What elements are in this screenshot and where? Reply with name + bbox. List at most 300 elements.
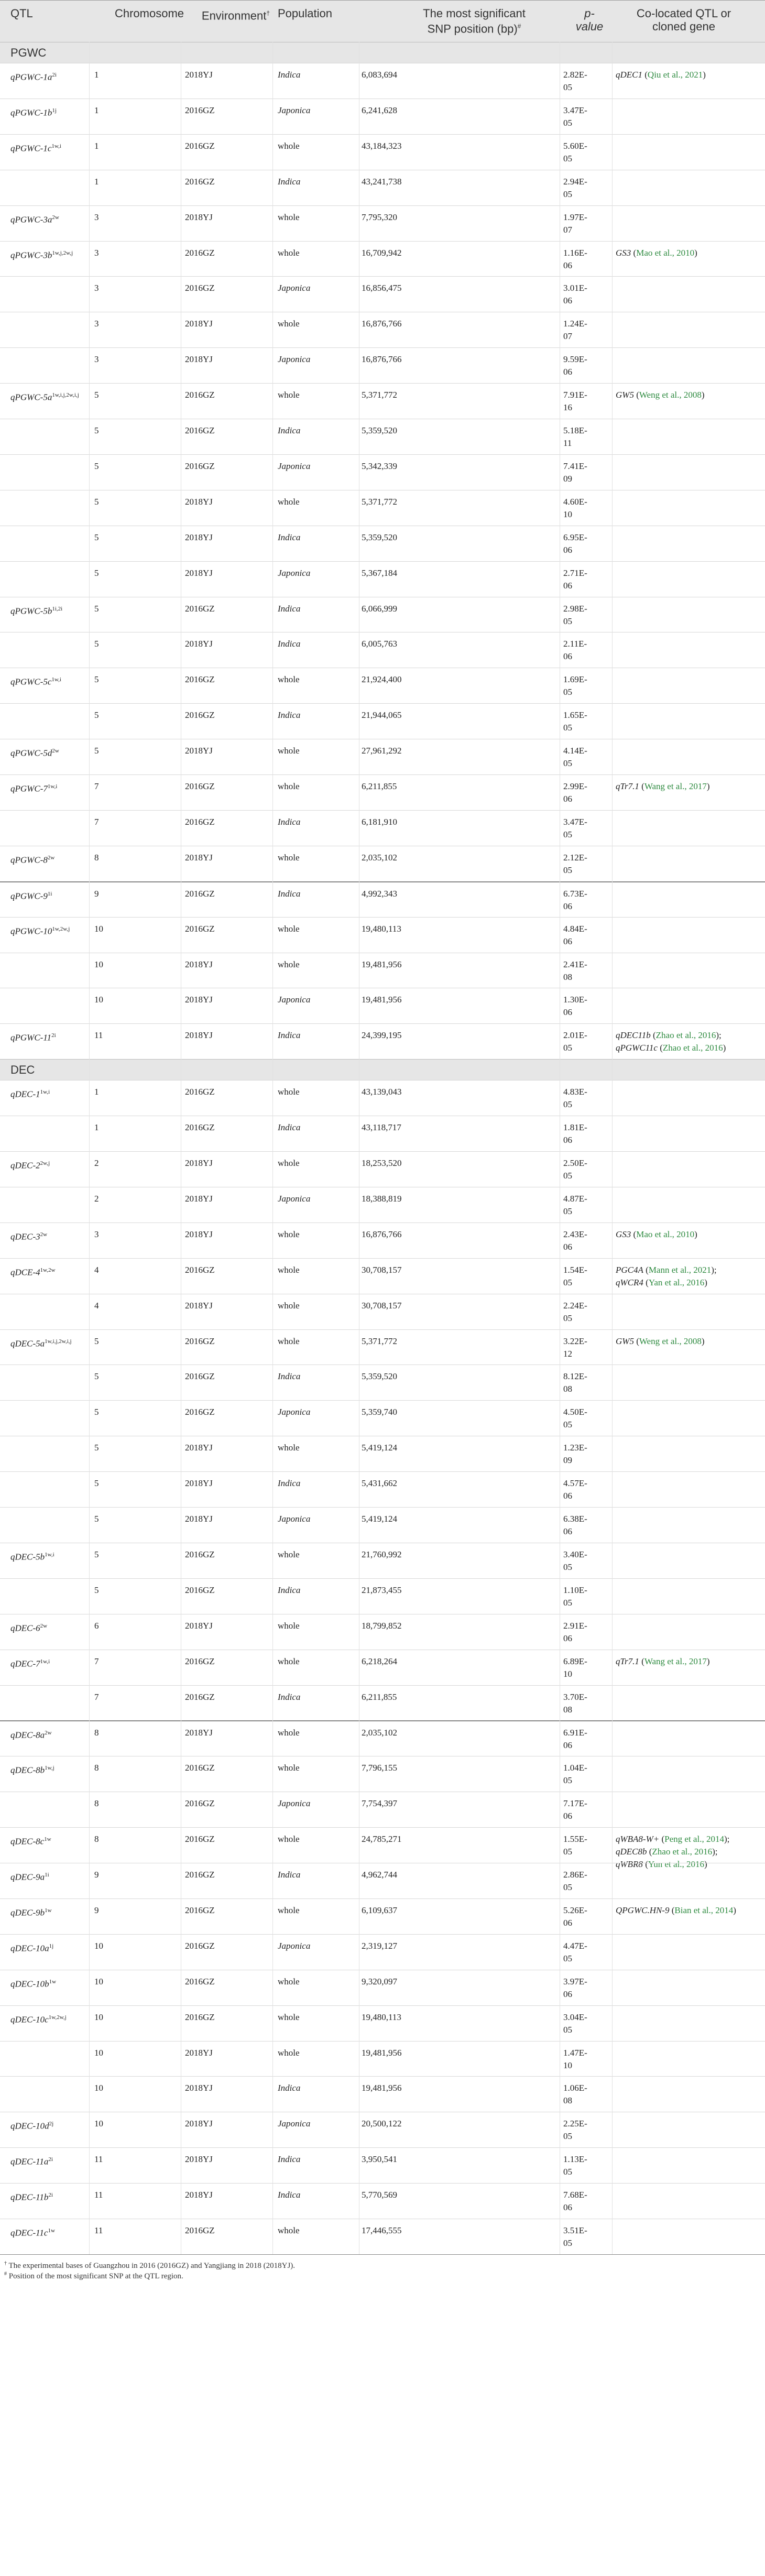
gene-entry: qPGWC11c (Zhao et al., 2016) [616,1043,726,1053]
p-value-line: 2.25E- [563,2119,587,2129]
population-cell: Indica [278,1585,301,1595]
environment-cell: 2016GZ [185,1585,215,1595]
chromosome-cell: 5 [94,674,99,685]
population-cell: whole [278,390,300,400]
snp-position-cell: 6,241,628 [362,105,397,115]
qtl-name [10,1655,89,1671]
table-row [0,1365,765,1401]
citation-link[interactable]: Mann et al., 2021 [648,1264,712,1275]
population-cell: whole [278,2012,300,2022]
qtl-label: qPGWC-7 [10,783,48,794]
environment-cell: 2018YJ [185,1193,213,1204]
chromosome-cell: 10 [94,2083,103,2093]
gene-name: qDEC1 [616,70,642,80]
p-value-line: 3.51E- [563,2225,587,2235]
p-value-line: 6.38E- [563,1514,587,1524]
qtl-label: qPGWC-5b [10,606,52,616]
snp-position-cell: 30,708,157 [362,1264,402,1275]
qtl-label: qDEC-10c [10,2014,49,2025]
qtl-superscript: 1w,2w,j [48,2014,67,2021]
qtl-name [10,1904,89,1919]
environment-cell: 2018YJ [185,1478,213,1489]
p-value-line: 05 [563,1277,572,1287]
population-cell: Indica [278,710,301,721]
chromosome-cell: 3 [94,212,99,222]
qtl-superscript: 1w,2w,j [52,925,70,932]
qtl-superscript: 2w [40,1231,48,1238]
chromosome-cell: 5 [94,1407,99,1417]
table-row [0,1023,765,1060]
header-snp-position: The most significant SNP position (bp)# [423,7,526,36]
table-row [0,312,765,348]
snp-position-cell: 43,139,043 [362,1087,402,1097]
population-cell: whole [278,319,300,329]
chromosome-cell: 1 [94,105,99,115]
p-value-line: 06 [563,296,572,306]
p-value-line: 2.71E- [563,567,587,578]
chromosome-cell: 5 [94,567,99,578]
environment-cell: 2016GZ [185,247,215,258]
citation-link[interactable]: Wang et al., 2017 [644,1656,707,1666]
table-row [0,2005,765,2042]
qtl-superscript: 1w [48,2228,55,2234]
environment-cell: 2018YJ [185,2190,213,2200]
snp-position-cell: 27,961,292 [362,746,402,756]
environment-cell: 2016GZ [185,1691,215,1702]
environment-cell: 2016GZ [185,1407,215,1417]
p-value-cell [563,1442,587,1467]
citation-link[interactable]: Peng et al., 2014 [664,1834,724,1844]
p-value-line: 4.84E- [563,923,587,934]
chromosome-cell: 3 [94,354,99,365]
qtl-superscript: 1w,i [47,783,58,790]
p-value-line: 4.60E- [563,496,587,507]
qtl-label: qDEC-1 [10,1089,40,1099]
chromosome-cell: 6 [94,1620,99,1631]
chromosome-cell: 10 [94,923,103,934]
qtl-name [10,104,89,119]
environment-cell: 2018YJ [185,2047,213,2058]
chromosome-cell: 3 [94,247,99,258]
snp-position-cell: 7,754,397 [362,1798,397,1809]
p-value-line: 05 [563,723,572,733]
chromosome-cell: 1 [94,1122,99,1133]
qtl-name [10,69,89,84]
p-value-line: 1.97E- [563,212,587,222]
p-value-cell [563,567,587,592]
p-value-line: 06 [563,260,572,270]
qtl-name [10,1157,89,1172]
p-value-cell [563,2047,587,2072]
p-value-cell [563,2117,587,2143]
p-value-cell [563,1477,587,1502]
p-value-cell [563,888,587,913]
qtl-label: qDCE-4 [10,1267,40,1278]
snp-position-cell: 2,035,102 [362,1728,397,1738]
p-value-line: 06 [563,651,572,662]
environment-cell: 2016GZ [185,425,215,435]
p-value-line: 09 [563,473,572,484]
table-row [0,419,765,455]
p-value-cell [563,1904,587,1929]
gene-name: qDEC11b [616,1030,651,1041]
table-row [0,205,765,242]
snp-position-cell: 6,083,694 [362,70,397,80]
p-value-line: 05 [563,1171,572,1181]
population-cell: whole [278,1976,300,1986]
snp-position-cell: 21,760,992 [362,1549,402,1559]
gene-name: QPGWC.HN-9 [616,1905,670,1915]
population-cell: Japonica [278,283,311,293]
snp-position-cell: 5,359,520 [362,425,397,435]
environment-cell: 2016GZ [185,674,215,685]
chromosome-cell: 7 [94,1691,99,1702]
environment-cell: 2018YJ [185,567,213,578]
p-value-line: 06 [563,1917,572,1928]
p-value-cell [563,424,587,450]
qtl-superscript: 1w,j,2w,j [52,249,73,256]
qtl-name [10,1869,89,1884]
header-environment: Environment† [201,9,270,23]
p-value-cell [563,1513,587,1538]
p-value-line: 05 [563,1882,572,1892]
gene-name: qWBR8 [616,1859,643,1870]
environment-cell: 2018YJ [185,746,213,756]
p-value-line: 08 [563,1384,572,1394]
column-divider [612,42,613,2254]
population-cell: whole [278,781,300,791]
population-cell: whole [278,1620,300,1631]
gene-entry: qWBR8 (Yun et al., 2016) [616,1859,707,1870]
p-value-cell [563,1157,587,1182]
gene-name: qWBA8-W+ [616,1834,660,1844]
qtl-label: qPGWC-3b [10,250,52,260]
qtl-superscript: 2w [47,854,55,861]
p-value-line: 05 [563,1597,572,1608]
p-value-line: 05 [563,1043,572,1053]
snp-position-cell: 19,481,956 [362,2083,402,2093]
citation-link[interactable]: Zhao et al., 2016 [655,1030,716,1041]
qtl-label: qDEC-5b [10,1552,45,1562]
p-value-cell [563,638,587,663]
gene-entry: GW5 (Weng et al., 2008) [616,1336,705,1346]
footnote-text: The experimental bases of Guangzhou in 2016 (2016GZ) and Yangjiang in 2018 (2018YJ). [7,2261,296,2270]
p-value-cell [563,1833,587,1858]
qtl-label: qDEC-2 [10,1160,40,1171]
gene-entry: qDEC8b (Zhao et al., 2016); [616,1847,718,1857]
environment-cell: 2018YJ [185,1620,213,1631]
population-cell: Indica [278,2190,301,2200]
snp-position-cell: 6,181,910 [362,816,397,827]
p-value-line: 06 [563,1633,572,1643]
chromosome-cell: 8 [94,1763,99,1773]
population-cell: Indica [278,2154,301,2165]
chromosome-cell: 1 [94,1087,99,1097]
table-row [0,703,765,739]
qtl-label: qPGWC-5a [10,392,52,402]
citation-link[interactable]: Qiu et al., 2021 [647,70,703,80]
p-value-line: 1.04E- [563,1763,587,1773]
table-row [0,1294,765,1330]
qtl-superscript: 1w [49,1978,57,1985]
p-value-line: 05 [563,758,572,769]
p-value-line: 2.01E- [563,1030,587,1041]
table-row [0,810,765,846]
environment-cell: 2016GZ [185,2012,215,2022]
environment-cell: 2016GZ [185,1336,215,1346]
p-value-cell [563,2153,587,2178]
qtl-label: qDEC-10d [10,2121,49,2131]
snp-position-cell: 2,035,102 [362,852,397,863]
p-value-line: 7.68E- [563,2190,587,2200]
environment-cell: 2018YJ [185,1158,213,1168]
table-row [0,63,765,99]
qtl-label: qDEC-5a [10,1338,45,1349]
chromosome-cell: 4 [94,1264,99,1275]
table-row [0,846,765,882]
chromosome-cell: 9 [94,1905,99,1915]
table-row [0,1756,765,1792]
environment-cell: 2016GZ [185,1122,215,1133]
p-value-line: 5.60E- [563,140,587,151]
citation-link[interactable]: Zhao et al., 2016 [652,1847,713,1857]
population-cell: whole [278,959,300,969]
p-value-line: 3.01E- [563,283,587,293]
table-row [0,2076,765,2112]
header-colocated-gene: Co-located QTL or cloned gene [636,7,731,33]
chromosome-cell: 1 [94,70,99,80]
p-value-cell [563,1620,587,1645]
column-divider [272,42,273,2254]
snp-position-cell: 6,109,637 [362,1905,397,1915]
environment-cell: 2016GZ [185,1834,215,1844]
citation-link[interactable]: Mao et al., 2010 [636,247,695,258]
citation-link[interactable]: Zhao et al., 2016 [662,1043,723,1053]
gene-entry: GW5 (Weng et al., 2008) [616,390,705,400]
citation-link[interactable]: Yan et al., 2016 [648,1277,705,1287]
table-row [0,1578,765,1614]
chromosome-cell: 10 [94,959,103,969]
p-value-line: 3.04E- [563,2012,587,2022]
table-row [0,1080,765,1116]
chromosome-cell: 9 [94,1870,99,1880]
chromosome-cell: 9 [94,888,99,899]
p-value-line: 1.54E- [563,1264,587,1275]
population-cell: whole [278,1336,300,1346]
snp-position-cell: 7,796,155 [362,1763,397,1773]
snp-position-cell: 18,799,852 [362,1620,402,1631]
p-value-line: 06 [563,367,572,377]
p-value-cell [563,1655,587,1680]
snp-position-cell: 9,320,097 [362,1976,397,1986]
population-cell: whole [278,212,300,222]
p-value-cell [563,1228,587,1253]
population-cell: Japonica [278,995,311,1005]
snp-position-cell: 5,419,124 [362,1514,397,1524]
snp-position-cell: 30,708,157 [362,1300,402,1311]
chromosome-cell: 10 [94,1940,103,1951]
p-value-line: 1.24E- [563,319,587,329]
population-cell: Japonica [278,1407,311,1417]
population-cell: whole [278,1905,300,1915]
chromosome-cell: 11 [94,2225,103,2235]
table-row [0,1116,765,1152]
p-value-line: 05 [563,829,572,839]
p-value-cell [563,211,587,236]
p-value-cell [563,2224,587,2250]
p-value-line: 1.55E- [563,1834,587,1844]
qtl-superscript: 2w [52,214,59,221]
environment-cell: 2016GZ [185,461,215,471]
p-value-line: 4.14E- [563,746,587,756]
table-row [0,526,765,562]
snp-position-cell: 6,005,763 [362,639,397,649]
population-cell: Japonica [278,105,311,115]
gene-entry: qTr7.1 (Wang et al., 2017) [616,1656,710,1666]
population-cell: Japonica [278,567,311,578]
p-value-line: 07 [563,331,572,342]
p-value-line: 06 [563,1740,572,1751]
p-value-cell [563,1584,587,1609]
citation-link[interactable]: Wang et al., 2017 [644,781,707,791]
population-cell: Indica [278,888,301,899]
table-row [0,1329,765,1366]
section-label: PGWC [10,46,47,59]
p-value-line: 05 [563,1847,572,1857]
p-value-cell [563,1940,587,1965]
citation-link[interactable]: Weng et al., 2008 [639,1336,702,1346]
snp-position-cell: 4,992,343 [362,888,397,899]
p-value-cell [563,140,587,165]
p-value-cell [563,282,587,307]
population-cell: Japonica [278,1940,311,1951]
p-value-line: 1.10E- [563,1585,587,1595]
gene-name: qTr7.1 [616,781,639,791]
gene-name: GS3 [616,1229,631,1239]
snp-position-cell: 16,876,766 [362,319,402,329]
snp-position-cell: 43,118,717 [362,1122,401,1133]
gene-entry: qWCR4 (Yan et al., 2016) [616,1277,707,1287]
snp-position-cell: 5,770,569 [362,2190,397,2200]
p-value-line: 9.59E- [563,354,587,365]
section-label: DEC [10,1063,35,1077]
gene-name: PGC4A [616,1264,643,1275]
chromosome-cell: 10 [94,1976,103,1986]
chromosome-cell: 10 [94,995,103,1005]
environment-cell: 2018YJ [185,1728,213,1738]
environment-cell: 2018YJ [185,70,213,80]
citation-link[interactable]: Bian et al., 2014 [674,1905,734,1915]
p-value-cell [563,318,587,343]
qtl-label: qPGWC-1b [10,107,52,118]
citation-link[interactable]: Mao et al., 2010 [636,1229,695,1239]
colocated-gene-cell [616,1655,762,1668]
qtl-superscript: 1i [47,890,52,897]
p-value-cell [563,1335,587,1360]
p-value-cell [563,389,587,414]
section-header-dec [0,1059,765,1080]
qtl-superscript: 1w,2w [40,1267,56,1273]
p-value-line: 2.50E- [563,1158,587,1168]
p-value-line: 1.30E- [563,995,587,1005]
p-value-line: 05 [563,189,572,199]
p-value-line: 05 [563,2167,572,2177]
footnote-mark: † [4,2260,7,2266]
environment-cell: 2016GZ [185,1549,215,1559]
snp-position-cell: 2,319,127 [362,1940,397,1951]
population-cell: whole [278,1834,300,1844]
p-value-line: 05 [563,82,572,92]
citation-link[interactable]: Weng et al., 2008 [639,390,702,400]
table-row [0,561,765,597]
qtl-superscript: 1w,i [45,1551,54,1558]
qtl-name [10,780,89,795]
population-cell: Indica [278,1478,301,1489]
population-cell: Indica [278,1691,301,1702]
p-value-line: 05 [563,1953,572,1963]
chromosome-cell: 1 [94,140,99,151]
qtl-superscript: 1w,i,j,2w,i,j [52,392,79,399]
environment-cell: 2016GZ [185,176,215,187]
p-value-line: 08 [563,972,572,982]
qtl-name [10,745,89,760]
p-value-line: 2.82E- [563,70,587,80]
table-row [0,1614,765,1650]
population-cell: whole [278,1158,300,1168]
chromosome-cell: 5 [94,532,99,542]
chromosome-cell: 5 [94,461,99,471]
environment-cell: 2018YJ [185,2154,213,2165]
chromosome-cell: 5 [94,1443,99,1453]
snp-position-cell: 5,359,740 [362,1407,397,1417]
citation-link[interactable]: Yun et al., 2016 [648,1859,705,1870]
p-value-cell [563,1691,587,1716]
p-value-cell [563,1121,587,1147]
snp-position-cell: 19,481,956 [362,995,402,1005]
p-value-cell [563,104,587,129]
snp-position-cell: 6,066,999 [362,603,397,614]
gene-entry: qWBA8-W+ (Peng et al., 2014); [616,1834,730,1844]
chromosome-cell: 5 [94,496,99,507]
table-row [0,1827,765,1870]
p-value-line: 3.47E- [563,816,587,827]
environment-cell: 2016GZ [185,283,215,293]
snp-position-cell: 5,367,184 [362,567,397,578]
qtl-label: qDEC-9b [10,1907,45,1918]
environment-cell: 2018YJ [185,1229,213,1239]
p-value-line: 10 [563,509,572,519]
population-cell: whole [278,1443,300,1453]
environment-cell: 2016GZ [185,923,215,934]
p-value-cell [563,1797,587,1822]
qtl-name [10,247,89,262]
qtl-label: qPGWC-8 [10,855,48,865]
population-cell: Indica [278,532,301,542]
qtl-name [10,140,89,155]
qtl-label: qPGWC-11 [10,1032,52,1043]
p-value-line: 05 [563,687,572,697]
p-value-line: 10 [563,1668,572,1679]
colocated-gene-cell [616,247,762,259]
table-row [0,1650,765,1686]
p-value-line: 08 [563,2095,572,2106]
population-cell: Indica [278,425,301,435]
p-value-cell [563,1300,587,1325]
p-value-cell [563,1406,587,1431]
environment-cell: 2016GZ [185,781,215,791]
qtl-label: qPGWC-5c [10,676,52,687]
p-value-line: 3.47E- [563,105,587,115]
